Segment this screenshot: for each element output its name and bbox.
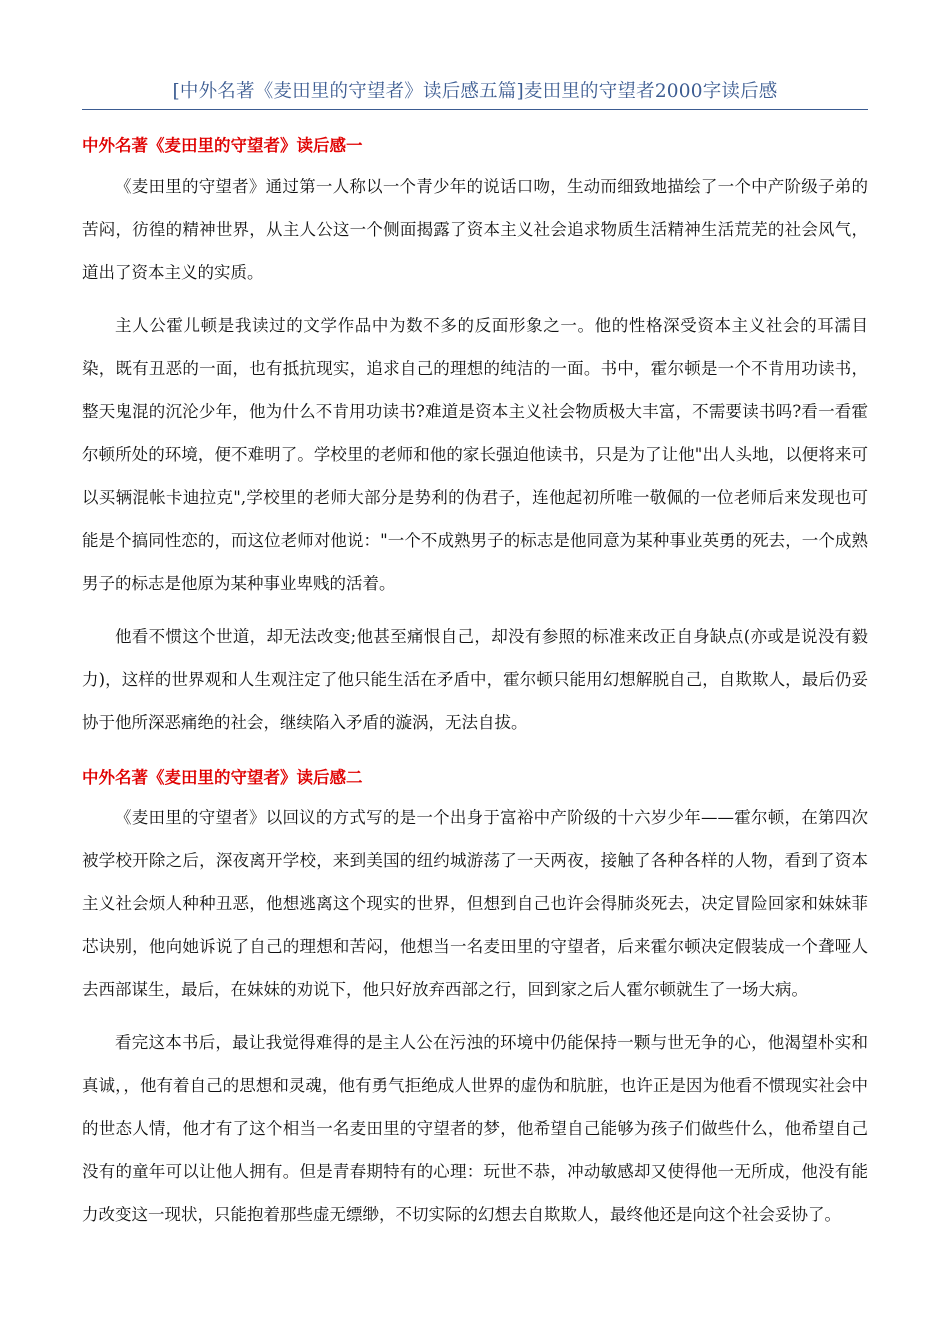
title-underline bbox=[82, 109, 868, 110]
paragraph: 主人公霍儿顿是我读过的文学作品中为数不多的反面形象之一。他的性格深受资本主义社会的耳濡目染，既有丑恶的一面，也有抵抗现实，追求自己的理想的纯洁的一面。书中，霍尔顿是一个不肯用功读书，整天鬼混的沉沦少年，他为什么不肯用功读书?难道是资本主义社会物质极大丰富，不需要读书吗?看一看霍尔顿所处的环境，便不难明了。学校里的老师和他的家长强迫他读书，只是为了让他"出人头地，以便将来可以买辆混帐卡迪拉克",学校里的老师大部分是势利的伪君子，连他起初所唯一敬佩的一位老师后来发现也可能是个搞同性恋的，而这位老师对他说："一个不成熟男子的标志是他同意为某种事业英勇的死去，一个成熟男子的标志是他原为某种事业卑贱的活着。 bbox=[82, 316, 868, 593]
paragraph-gap bbox=[82, 294, 868, 304]
paragraph: 《麦田里的守望者》以回议的方式写的是一个出身于富裕中产阶级的十六岁少年——霍尔顿，在第四次被学校开除之后，深夜离开学校，来到美国的纽约城游荡了一天两夜，接触了各种各样的人物，看到了资本主义社会烦人种种丑恶，他想逃离这个现实的世界，但想到自己也许会得肺炎死去，决定冒险回家和妹妹菲芯诀别，他向她诉说了自己的理想和苦闷，他想当一名麦田里的守望者，后来霍尔顿决定假装成一个聋哑人去西部谋生，最后，在妹妹的劝说下，他只好放弃西部之行，回到家之后人霍尔顿就生了一场大病。 bbox=[82, 808, 868, 999]
document-page bbox=[82, 0, 868, 1236]
paragraph: 看完这本书后，最让我觉得难得的是主人公在污浊的环境中仍能保持一颗与世无争的心，他渴望朴实和真诚，，他有着自己的思想和灵魂，他有勇气拒绝成人世界的虚伪和肮脏，也许正是因为他看不惯现实社会中的世态人情，他才有了这个相当一名麦田里的守望者的梦，他希望自己能够为孩子们做些什么，他希望自己没有的童年可以让他人拥有。但是青春期特有的心理：玩世不恭，冲动敏感却又使得他一无所成，他没有能力改变这一现状，只能抱着那些虚无缥缈，不切实际的幻想去自欺欺人，最终他还是向这个社会妥协了。 bbox=[82, 1033, 868, 1224]
paragraph: 他看不惯这个世道，却无法改变;他甚至痛恨自己，却没有参照的标准来改正自身缺点(亦或是说没有毅力)，这样的世界观和人生观注定了他只能生活在矛盾中，霍尔顿只能用幻想解脱自己，自欺欺人，最后仍妥协于他所深恶痛绝的社会，继续陷入矛盾的漩涡，无法自拔。 bbox=[82, 627, 868, 732]
paragraph-gap bbox=[82, 1011, 868, 1021]
section-heading-1: 中外名著《麦田里的守望者》读后感一 bbox=[82, 136, 363, 155]
document-title: [中外名著《麦田里的守望者》读后感五篇]麦田里的守望者2000字读后感 bbox=[172, 81, 778, 102]
paragraph: 《麦田里的守望者》通过第一人称以一个青少年的说话口吻，生动而细致地描绘了一个中产阶级子弟的苦闷，彷徨的精神世界，从主人公这一个侧面揭露了资本主义社会追求物质生活精神生活荒芜的社会风气，道出了资本主义的实质。 bbox=[82, 177, 868, 282]
section-heading-2: 中外名著《麦田里的守望者》读后感二 bbox=[82, 768, 363, 787]
paragraph-gap bbox=[82, 605, 868, 615]
